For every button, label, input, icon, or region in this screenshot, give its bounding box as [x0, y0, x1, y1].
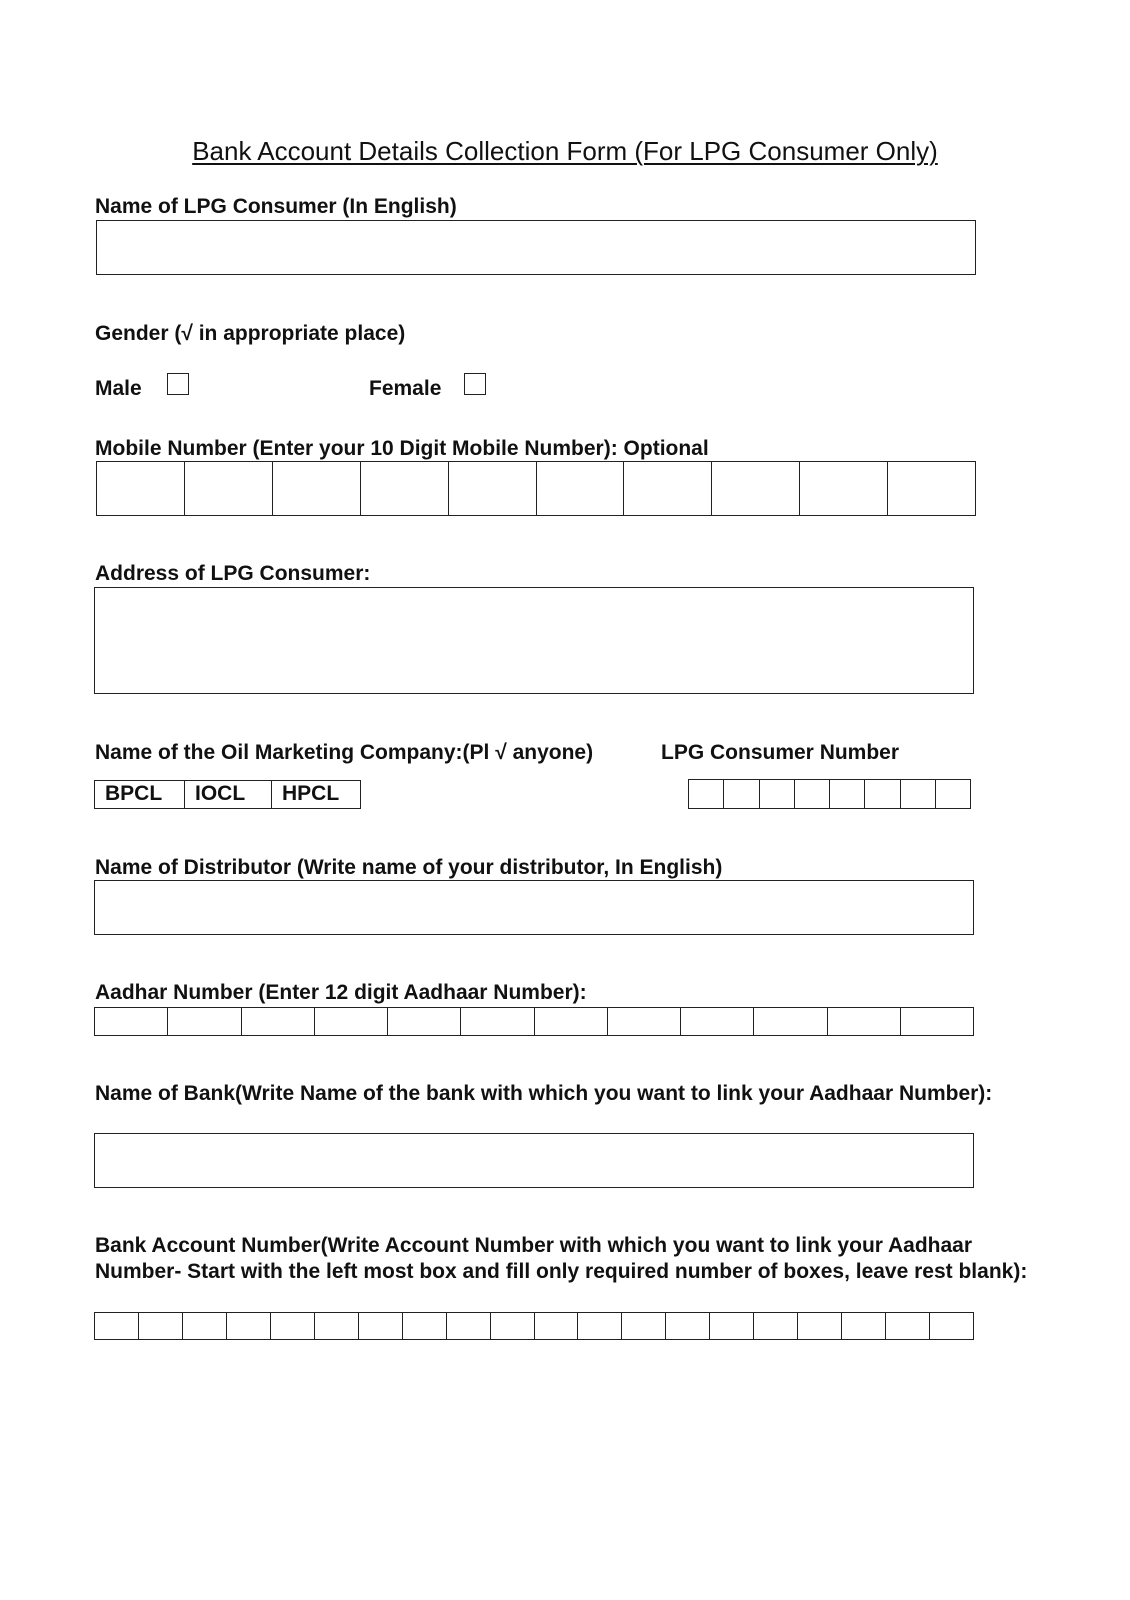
aadhar-digit-box[interactable] [314, 1008, 387, 1035]
gender-label: Gender (√ in appropriate place) [95, 322, 406, 345]
account-digit-box[interactable] [138, 1313, 182, 1339]
aadhar-digit-box[interactable] [680, 1008, 753, 1035]
account-digit-box[interactable] [270, 1313, 314, 1339]
account-digit-box[interactable] [797, 1313, 841, 1339]
consumer-number-digit-box[interactable] [794, 780, 829, 808]
gender-male-label: Male [95, 377, 142, 400]
bank-name-label: Name of Bank(Write Name of the bank with which you want to link your Aadhaar Number): [95, 1082, 993, 1105]
aadhar-digit-box[interactable] [387, 1008, 460, 1035]
aadhar-digit-box[interactable] [534, 1008, 607, 1035]
aadhar-digit-box[interactable] [607, 1008, 680, 1035]
account-digit-box[interactable] [314, 1313, 358, 1339]
consumer-number-digit-box[interactable] [759, 780, 794, 808]
aadhar-digit-box[interactable] [827, 1008, 900, 1035]
gender-male-checkbox[interactable] [167, 373, 189, 395]
mobile-label: Mobile Number (Enter your 10 Digit Mobile Number): Optional [95, 437, 709, 460]
mobile-digit-box[interactable] [97, 462, 184, 515]
consumer-number-digit-box[interactable] [829, 780, 864, 808]
account-digit-box[interactable] [358, 1313, 402, 1339]
account-digit-box[interactable] [534, 1313, 578, 1339]
address-input[interactable] [94, 587, 974, 694]
aadhar-digit-box[interactable] [167, 1008, 240, 1035]
aadhar-label: Aadhar Number (Enter 12 digit Aadhaar Number): [95, 981, 587, 1004]
aadhar-number-grid [94, 1007, 974, 1036]
account-digit-box[interactable] [665, 1313, 709, 1339]
bank-name-input[interactable] [94, 1133, 974, 1188]
account-digit-box[interactable] [490, 1313, 534, 1339]
account-label: Bank Account Number(Write Account Number with which you want to link your Aadhaar Number- Start with the left most box and fill only required number of boxes, leave rest blank): [95, 1234, 1028, 1283]
aadhar-digit-box[interactable] [460, 1008, 533, 1035]
mobile-digit-box[interactable] [272, 462, 360, 515]
aadhar-digit-box[interactable] [900, 1008, 973, 1035]
aadhar-digit-box[interactable] [753, 1008, 826, 1035]
mobile-digit-box[interactable] [360, 462, 448, 515]
account-digit-box[interactable] [929, 1313, 973, 1339]
account-digit-box[interactable] [709, 1313, 753, 1339]
account-digit-box[interactable] [402, 1313, 446, 1339]
consumer-number-grid [688, 779, 971, 809]
distributor-label: Name of Distributor (Write name of your distributor, In English) [95, 856, 723, 879]
mobile-digit-box[interactable] [799, 462, 887, 515]
mobile-digit-box[interactable] [623, 462, 711, 515]
account-digit-box[interactable] [95, 1313, 138, 1339]
consumer-name-input[interactable] [96, 220, 976, 275]
account-digit-box[interactable] [841, 1313, 885, 1339]
account-digit-box[interactable] [621, 1313, 665, 1339]
omc-label: Name of the Oil Marketing Company:(Pl √ anyone) [95, 741, 594, 764]
consumer-name-label: Name of LPG Consumer (In English) [95, 195, 457, 218]
gender-female-label: Female [369, 377, 442, 400]
account-digit-box[interactable] [753, 1313, 797, 1339]
form-title: Bank Account Details Collection Form (For LPG Consumer Only) [192, 136, 938, 166]
mobile-digit-box[interactable] [887, 462, 975, 515]
mobile-digit-box[interactable] [711, 462, 799, 515]
account-number-grid [94, 1312, 974, 1340]
consumer-number-digit-box[interactable] [935, 780, 970, 808]
aadhar-digit-box[interactable] [95, 1008, 167, 1035]
account-digit-box[interactable] [577, 1313, 621, 1339]
account-digit-box[interactable] [182, 1313, 226, 1339]
consumer-number-digit-box[interactable] [689, 780, 723, 808]
omc-option-bpcl[interactable]: BPCL [105, 782, 163, 805]
distributor-input[interactable] [94, 880, 974, 935]
consumer-number-digit-box[interactable] [864, 780, 899, 808]
consumer-number-digit-box[interactable] [900, 780, 935, 808]
account-digit-box[interactable] [885, 1313, 929, 1339]
omc-options [94, 780, 361, 809]
mobile-number-grid [96, 461, 976, 516]
account-digit-box[interactable] [446, 1313, 490, 1339]
mobile-digit-box[interactable] [184, 462, 272, 515]
address-label: Address of LPG Consumer: [95, 562, 371, 585]
omc-option-iocl[interactable]: IOCL [184, 781, 271, 808]
aadhar-digit-box[interactable] [241, 1008, 314, 1035]
account-digit-box[interactable] [226, 1313, 270, 1339]
omc-option-hpcl[interactable]: HPCL [271, 781, 360, 808]
mobile-digit-box[interactable] [448, 462, 536, 515]
consumer-number-label: LPG Consumer Number [661, 741, 900, 764]
consumer-number-digit-box[interactable] [723, 780, 758, 808]
mobile-digit-box[interactable] [536, 462, 624, 515]
gender-female-checkbox[interactable] [464, 373, 486, 395]
